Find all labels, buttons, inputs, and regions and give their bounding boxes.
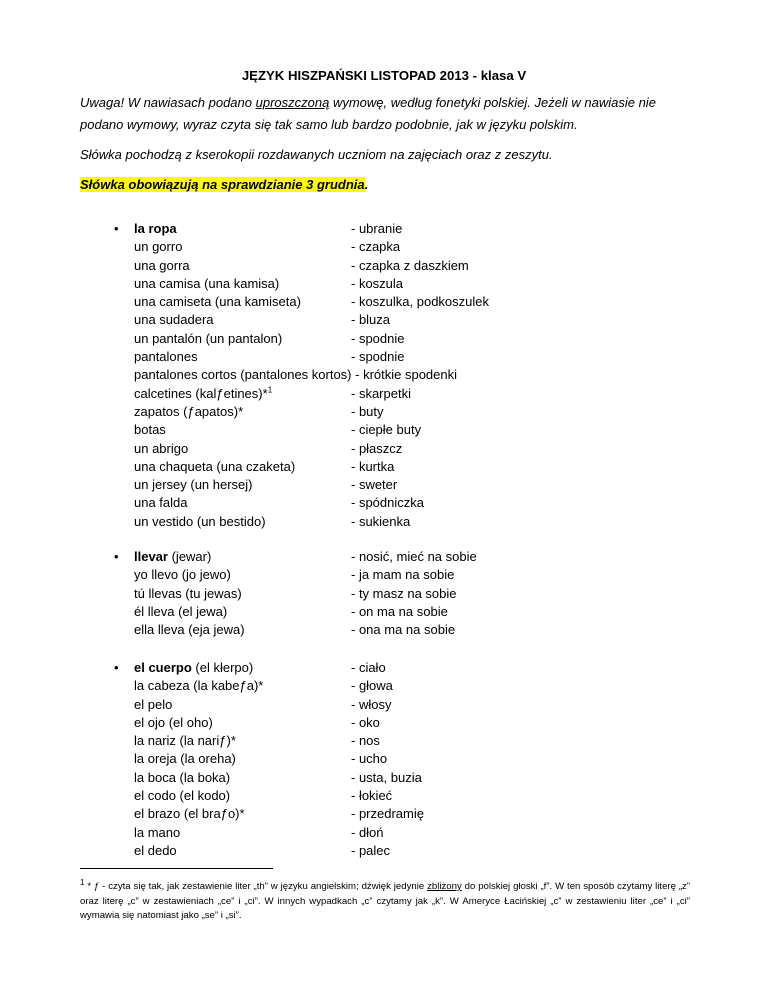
vocab-row (0, 403, 768, 421)
spanish-term (134, 238, 182, 256)
term-text: un gorro (134, 239, 183, 255)
term-text: el pelo (134, 696, 173, 712)
term-text: el brazo (el braƒo)* (134, 806, 245, 822)
vocab-row (0, 220, 768, 238)
vocab-row (0, 659, 768, 677)
term-text: (el kłerpo) (191, 660, 254, 675)
polish-translation: - koszula (351, 275, 404, 291)
intro-note-text: Uwaga! W nawiasach podano (80, 95, 256, 110)
spanish-term (134, 275, 279, 293)
vocab-row (0, 750, 768, 768)
polish-translation: - głowa (351, 678, 393, 694)
spanish-term (134, 476, 253, 494)
term-text: la cabeza (la kabeƒa)* (134, 678, 264, 694)
test-note-highlight: Słówka obowiązują na sprawdzianie 3 grudnia (80, 177, 365, 192)
term-text: una chaqueta (una czaketa) (134, 458, 296, 474)
polish-translation: - płaszcz (351, 440, 403, 456)
term-text: calcetines (kalƒetines)* (134, 385, 268, 401)
spanish-term (134, 585, 242, 603)
spanish-term (134, 513, 266, 531)
spanish-term (134, 824, 180, 842)
vocab-row (0, 513, 768, 531)
footnote (80, 877, 691, 924)
term-text: botas (134, 422, 166, 438)
vocab-row (0, 677, 768, 695)
spanish-term (134, 403, 243, 421)
vocab-row (0, 476, 768, 494)
spanish-term (134, 257, 190, 275)
term-text: pantalones (134, 349, 198, 365)
term-text: un pantalón (un pantalon) (134, 330, 283, 346)
polish-translation: - kurtka (351, 458, 395, 474)
term-text: la mano (134, 824, 181, 840)
vocab-row (0, 238, 768, 256)
polish-translation: - koszulka, podkoszulek (351, 294, 490, 310)
vocab-row (0, 824, 768, 842)
footnote-mark: 1 (80, 877, 85, 887)
spanish-term (134, 366, 457, 384)
polish-translation: - palec (351, 842, 391, 858)
polish-translation: - czapka (351, 239, 401, 255)
polish-translation: - nos (351, 733, 380, 749)
bullet-icon: • (114, 221, 119, 236)
vocab-row (0, 330, 768, 348)
vocab-row (0, 585, 768, 603)
term-text: una camiseta (una kamiseta) (134, 294, 301, 310)
spanish-term (134, 385, 272, 403)
footnote-text: * ƒ - czyta się tak, jak zestawienie liter „th” w języku angielskim; dźwięk jedynie (84, 881, 428, 892)
term-text: el dedo (134, 842, 177, 858)
term-headword: la ropa (134, 221, 177, 236)
polish-translation: - oko (351, 714, 380, 730)
spanish-term (134, 842, 177, 860)
polish-translation: - skarpetki (351, 385, 411, 401)
source-note: Słówka pochodzą z kserokopii rozdawanych uczniom na zajęciach oraz z zeszytu. (80, 147, 553, 162)
test-note-dot: . (364, 177, 369, 192)
vocab-row (0, 275, 768, 293)
spanish-term (134, 458, 295, 476)
term-text: el ojo (el oho) (134, 714, 213, 730)
polish-translation: - sweter (351, 477, 398, 493)
vocab-row (0, 458, 768, 476)
term-text: él lleva (el jewa) (134, 603, 228, 619)
vocab-row (0, 385, 768, 403)
spanish-term (134, 621, 245, 639)
spanish-term (134, 696, 172, 714)
vocab-section-clothes (0, 220, 768, 531)
spanish-term (134, 440, 188, 458)
vocab-row (0, 787, 768, 805)
vocab-row (0, 566, 768, 584)
vocab-row (0, 311, 768, 329)
term-text: una camisa (una kamisa) (134, 275, 280, 291)
spanish-term (134, 769, 230, 787)
spanish-term (134, 494, 188, 512)
spanish-term (134, 677, 263, 695)
spanish-term (134, 732, 236, 750)
term-headword: llevar (134, 549, 168, 564)
vocab-row (0, 732, 768, 750)
vocab-row (0, 603, 768, 621)
polish-translation: - ciało (351, 660, 386, 675)
spanish-term (134, 603, 227, 621)
intro-note-underlined: uproszczoną (255, 95, 330, 110)
polish-translation: - ona ma na sobie (351, 622, 456, 638)
test-note (80, 174, 690, 196)
vocab-row (0, 366, 768, 384)
polish-translation: - ubranie (351, 221, 403, 236)
footnote-underlined: zbliżony (427, 881, 462, 892)
vocab-row (0, 548, 768, 566)
polish-translation: - ucho (351, 751, 388, 767)
spanish-term (134, 805, 245, 823)
term-text: la nariz (la nariƒ)* (134, 733, 236, 749)
intro-note-text-cont: wymowę, według fonetyki polskiej. Jeżeli w nawiasie nie podano wymowy, wyraz czyta się tak samo lub bardzo podobnie, jak w języku polskim. (80, 95, 656, 132)
polish-translation: - spodnie (351, 349, 405, 365)
term-text: una falda (134, 495, 188, 511)
polish-translation: - włosy (351, 696, 392, 712)
intro-note (80, 92, 690, 136)
page-title: JĘZYK HISZPAŃSKI LISTOPAD 2013 - klasa V (241, 68, 527, 83)
spanish-term (134, 548, 211, 566)
vocab-row (0, 494, 768, 512)
spanish-term (134, 330, 282, 348)
polish-translation: - ty masz na sobie (351, 585, 457, 601)
spanish-term (134, 220, 177, 238)
spanish-term (134, 348, 198, 366)
term-text: la boca (la boka) (134, 769, 231, 785)
term-text: (jewar) (167, 549, 212, 564)
polish-translation: - spódniczka (351, 495, 424, 511)
polish-translation: - bluza (351, 312, 391, 328)
spanish-term (134, 566, 231, 584)
term-text: una gorra (134, 257, 190, 273)
bullet-icon: • (114, 660, 119, 675)
vocab-row (0, 805, 768, 823)
term-text: yo llevo (jo jewo) (134, 567, 231, 583)
polish-translation: - ja mam na sobie (351, 567, 455, 583)
vocab-row (0, 293, 768, 311)
polish-translation: - łokieć (351, 788, 393, 804)
vocab-row (0, 348, 768, 366)
term-text: un vestido (un bestido) (134, 513, 266, 529)
polish-translation: - sukienka (351, 513, 411, 529)
vocab-row (0, 842, 768, 860)
spanish-term (134, 659, 253, 677)
polish-translation: - nosić, mieć na sobie (351, 549, 477, 564)
footnote-separator (80, 868, 273, 869)
polish-translation: - usta, buzia (351, 769, 422, 785)
footnote-ref: 1 (267, 385, 273, 395)
polish-translation: - dłoń (351, 824, 384, 840)
polish-translation: - przedramię (351, 806, 424, 822)
polish-translation: - on ma na sobie (351, 603, 448, 619)
spanish-term (134, 421, 166, 439)
vocab-row (0, 421, 768, 439)
polish-translation: - buty (351, 403, 384, 419)
polish-translation: - czapka z daszkiem (351, 257, 469, 273)
vocab-row (0, 440, 768, 458)
term-text: zapatos (ƒapatos)* (134, 403, 244, 419)
term-text: una sudadera (134, 312, 214, 328)
vocab-section-body (0, 659, 768, 860)
term-text: un jersey (un hersej) (134, 477, 253, 493)
footnote-text-cont: do polskiej głoski „f”. W ten sposób czytamy literę „z” oraz literę „c” w zestawieniach „ce” i „ci”. W innych wypadkach „c” czytamy jak „k”. W Ameryce Łacińskiej „c” w zestawieniu liter „ce” i „ci” wymawia się natomiast jako „se” i „si”. (80, 881, 691, 921)
vocab-row (0, 769, 768, 787)
vocab-row (0, 714, 768, 732)
vocab-section-llevar (0, 548, 768, 639)
spanish-term (134, 311, 214, 329)
polish-translation: - spodnie (351, 330, 405, 346)
spanish-term (134, 293, 301, 311)
term-text: ella lleva (eja jewa) (134, 622, 245, 638)
bullet-icon: • (114, 549, 119, 564)
term-text: tú llevas (tu jewas) (134, 585, 242, 601)
spanish-term (134, 750, 236, 768)
term-text: la oreja (la oreha) (134, 751, 236, 767)
term-text: pantalones cortos (pantalones kortos) - krótkie spodenki (134, 367, 458, 383)
term-text: un abrigo (134, 440, 189, 456)
vocab-row (0, 621, 768, 639)
vocab-row (0, 696, 768, 714)
polish-translation: - ciepłe buty (351, 422, 422, 438)
spanish-term (134, 714, 213, 732)
term-headword: el cuerpo (134, 660, 192, 675)
term-text: el codo (el kodo) (134, 788, 231, 804)
spanish-term (134, 787, 230, 805)
vocab-row (0, 257, 768, 275)
